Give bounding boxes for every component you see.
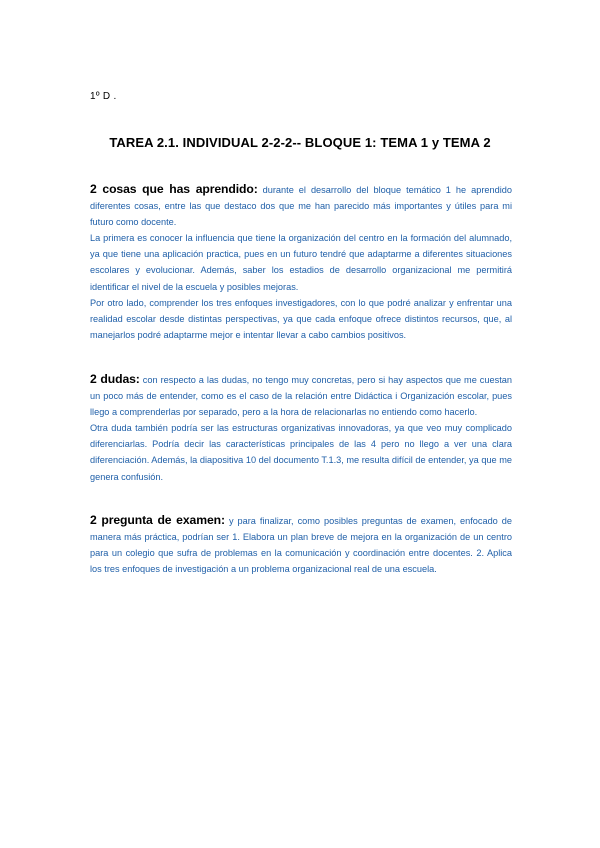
section-intro-text: durante el desarrollo del bloque temático 1 he aprendido diferentes cosas, entre las que destaco dos que me han parecido más importantes y útiles para mi futuro como docente. xyxy=(90,185,512,228)
section-intro-text: con respecto a las dudas, no tengo muy concretas, pero si hay aspectos que me cuestan un poco más de entender, como es el caso de la relación entre Didáctica i Organización escolar, pues llego a comprenderlas por separado, pero a la hora de relacionarlas no entiendo como hacerlo. xyxy=(90,375,512,418)
section-paragraph: Otra duda también podría ser las estructuras organizativas innovadoras, ya que veo muy complicado diferenciarlas. Podría decir las características principales de las 4 pero no llego a ver una clara diferenciación. Además, la diapositiva 10 del documento T.1.3, me resulta difícil de entender, ya que me genera confusión. xyxy=(90,423,512,482)
section-heading: 2 dudas: xyxy=(90,372,140,386)
section-paragraph: Por otro lado, comprender los tres enfoques investigadores, con lo que podré analizar y enfrentar una realidad escolar desde distintas perspectivas, ya que cada enfoque ofrece distintos recursos, que, al manejarlos podré adaptarme mejor e intentar llevar a cabo cambios positivos. xyxy=(90,297,512,340)
course-label: 1º D . xyxy=(90,91,117,102)
section-exam-questions xyxy=(90,512,512,577)
section-paragraph xyxy=(90,371,512,420)
page-title: TAREA 2.1. INDIVIDUAL 2-2-2-- BLOQUE 1: TEMA 1 y TEMA 2 xyxy=(109,135,491,150)
section-heading: 2 pregunta de examen: xyxy=(90,513,225,527)
section-learned xyxy=(90,181,512,343)
section-paragraph: La primera es conocer la influencia que tiene la organización del centro en la formación del alumnado, ya que tiene una aplicación practica, pues en un futuro tendré que adaptarme a diferentes situaciones escolares y evolucionar. Además, saber los estadios de desarrollo organizacional me permitirá identificar el nivel de la escuela y posibles mejoras. xyxy=(90,233,512,292)
section-paragraph xyxy=(90,512,512,577)
section-intro-text: y para finalizar, como posibles preguntas de examen, enfocado de manera más práctica, podrían ser 1. Elabora un plan breve de mejora en la organización de un centro para un colegio que sufra de problemas en la comunicación y coordinación entre docentes. 2. Aplica los tres enfoques de investigación a un problema organizacional real de una escuela. xyxy=(90,516,512,575)
section-paragraph xyxy=(90,181,512,230)
section-heading: 2 cosas que has aprendido: xyxy=(90,182,258,196)
section-doubts xyxy=(90,371,512,485)
